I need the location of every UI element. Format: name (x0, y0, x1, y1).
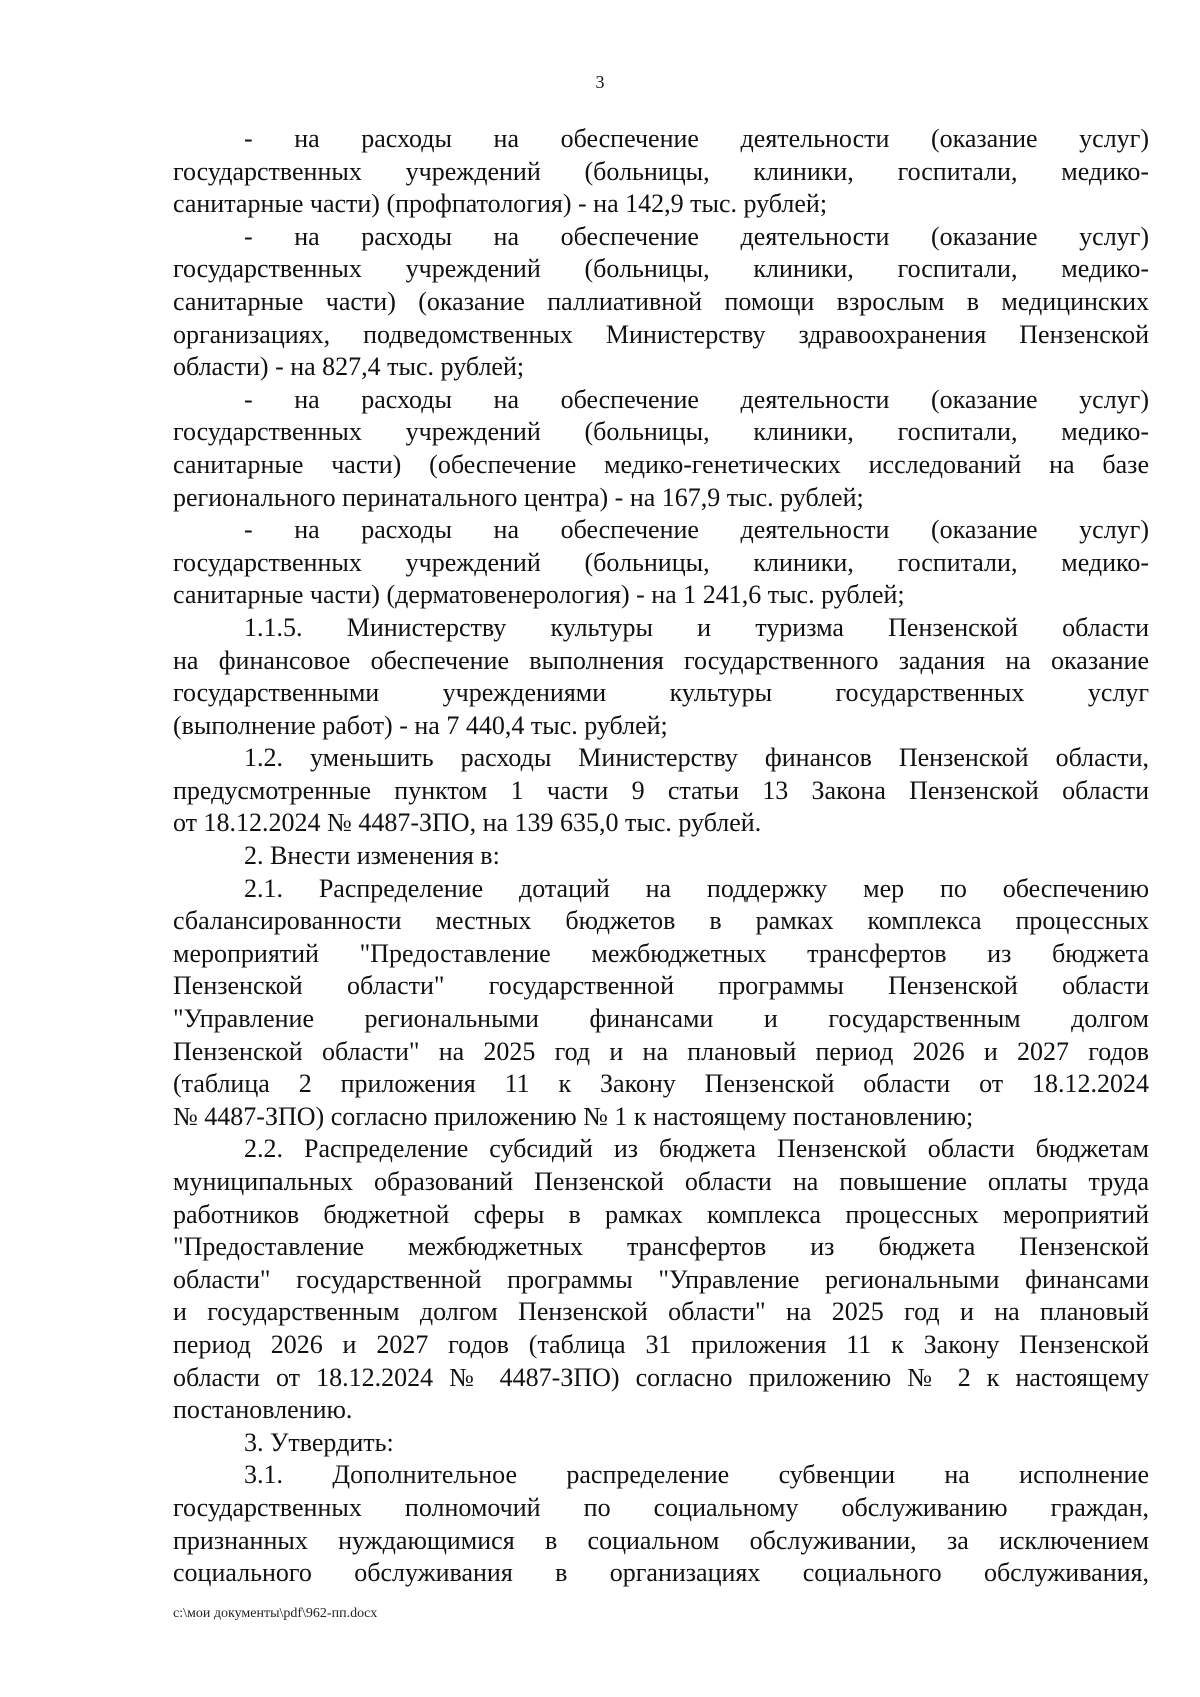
text-line: социального обслуживания в организациях социального обслуживания, (173, 1558, 1149, 1588)
text-line: государственными учреждениями культуры государственных услуг (173, 678, 1149, 708)
text-line: (выполнение работ) - на 7 440,4 тыс. рублей; (173, 710, 668, 740)
text-line: муниципальных образований Пензенской области на повышение оплаты труда (173, 1167, 1149, 1196)
text-line: регионального перинатального центра) - на 167,9 тыс. рублей; (173, 482, 864, 512)
footer-file-path: c:\мои документы\pdf\962-пп.docx (173, 1606, 378, 1621)
text-line: - на расходы на обеспечение деятельности (оказание услуг) (244, 221, 1149, 251)
text-line: "Управление региональными финансами и государственным долгом (173, 1004, 1149, 1034)
text-line: (таблица 2 приложения 11 к Закону Пензенской области от 18.12.2024 (173, 1069, 1149, 1099)
text-line: Пензенской области" на 2025 год и на плановый период 2026 и 2027 годов (173, 1036, 1149, 1066)
text-line: 3. Утвердить: (244, 1427, 394, 1457)
text-line: и государственным долгом Пензенской области" на 2025 год и на плановый (173, 1297, 1149, 1327)
text-line: 1.2. уменьшить расходы Министерству финансов Пензенской области, (244, 743, 1149, 773)
text-line: Пензенской области" государственной программы Пензенской области (173, 971, 1149, 1001)
text-line: 2.1. Распределение дотаций на поддержку мер по обеспечению (244, 873, 1149, 903)
text-line: сбалансированности местных бюджетов в рамках комплекса процессных (173, 906, 1149, 936)
text-line: государственных полномочий по социальному обслуживанию граждан, (173, 1492, 1149, 1522)
text-line: области от 18.12.2024 № 4487-ЗПО) согласно приложению № 2 к настоящему (173, 1362, 1149, 1392)
text-line: - на расходы на обеспечение деятельности (оказание услуг) (244, 124, 1149, 153)
text-line: 1.1.5. Министерству культуры и туризма Пензенской области (244, 612, 1149, 642)
text-line: постановлению. (173, 1395, 353, 1425)
text-line: предусмотренные пунктом 1 части 9 статьи 13 Закона Пензенской области (173, 775, 1149, 805)
text-line: государственных учреждений (больницы, клиники, госпитали, медико- (173, 254, 1149, 284)
text-line: санитарные части) (профпатология) - на 142,9 тыс. рублей; (173, 189, 828, 219)
text-line: области" государственной программы "Управление региональными финансами (173, 1264, 1149, 1294)
text-line: государственных учреждений (больницы, клиники, госпитали, медико- (173, 417, 1149, 447)
text-line: государственных учреждений (больницы, клиники, госпитали, медико- (173, 547, 1149, 577)
text-line: от 18.12.2024 № 4487-ЗПО, на 139 635,0 тыс. рублей. (173, 808, 762, 838)
text-line: санитарные части) (дерматовенерология) - на 1 241,6 тыс. рублей; (173, 580, 905, 610)
text-line: - на расходы на обеспечение деятельности (оказание услуг) (244, 515, 1149, 545)
text-line: - на расходы на обеспечение деятельности (оказание услуг) (244, 384, 1149, 414)
text-line: 2. Внести изменения в: (244, 841, 500, 871)
text-line: 2.2. Распределение субсидий из бюджета Пензенской области бюджетам (244, 1134, 1149, 1164)
text-line: мероприятий "Предоставление межбюджетных трансфертов из бюджета (173, 938, 1149, 968)
text-line: государственных учреждений (больницы, клиники, госпитали, медико- (173, 156, 1149, 186)
text-line: организациях, подведомственных Министерству здравоохранения Пензенской (173, 319, 1149, 349)
text-line: на финансовое обеспечение выполнения государственного задания на оказание (173, 645, 1149, 675)
document-body (173, 123, 1149, 1590)
text-line: "Предоставление межбюджетных трансфертов из бюджета Пензенской (173, 1232, 1149, 1262)
page-number: 3 (595, 72, 605, 92)
text-line: санитарные части) (обеспечение медико-генетических исследований на базе (173, 449, 1149, 479)
text-line: санитарные части) (оказание паллиативной помощи взрослым в медицинских (173, 286, 1149, 316)
text-line: 3.1. Дополнительное распределение субвенции на исполнение (244, 1460, 1149, 1490)
text-line: период 2026 и 2027 годов (таблица 31 приложения 11 к Закону Пензенской (173, 1329, 1149, 1359)
text-line: признанных нуждающимися в социальном обслуживании, за исключением (173, 1525, 1149, 1555)
text-line: работников бюджетной сферы в рамках комплекса процессных мероприятий (173, 1199, 1149, 1229)
text-line: области) - на 827,4 тыс. рублей; (173, 352, 525, 382)
text-line: № 4487-ЗПО) согласно приложению № 1 к настоящему постановлению; (173, 1101, 974, 1131)
